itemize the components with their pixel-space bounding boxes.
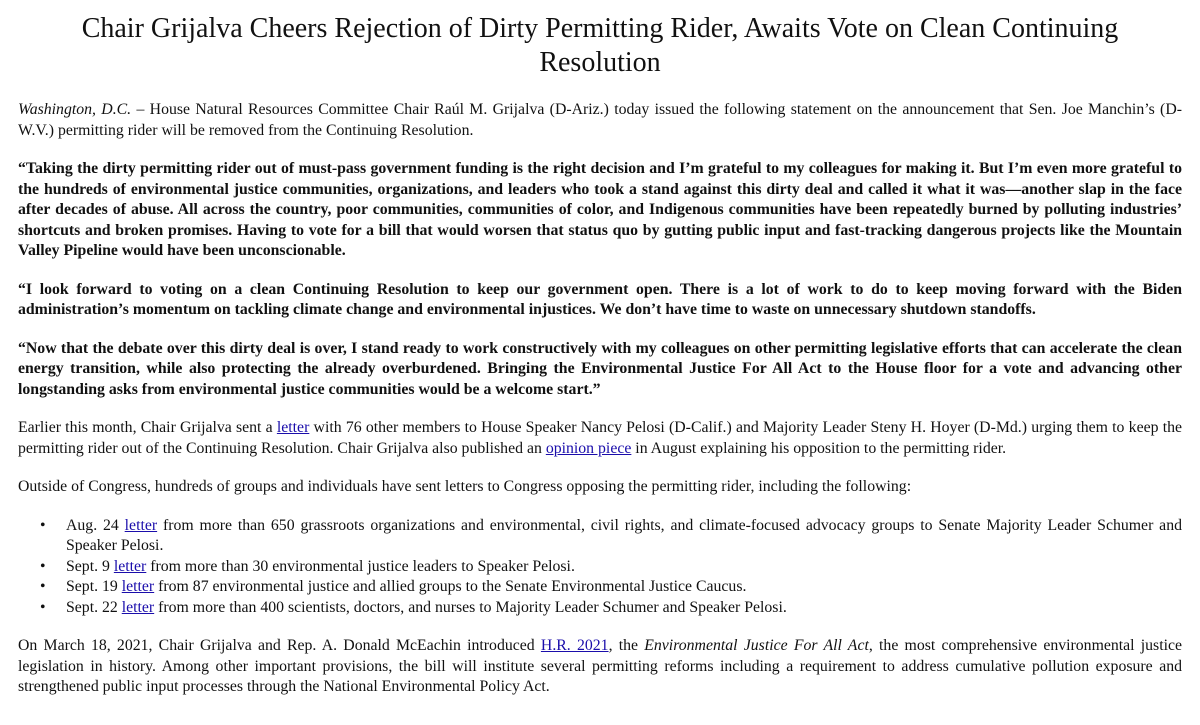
quote-paragraph-3: “Now that the debate over this dirty deal is over, I stand ready to work constructively with my colleagues on other permitting legislative efforts that can accelerate the clean energy transition, while also protecting the already overburdened. Bringing the Environmental Justice For All Act to the House floor for a vote and advancing other longstanding asks from environmental justice communities would be a welcome start.” bbox=[18, 339, 1182, 398]
sept-9-letter-link[interactable]: letter bbox=[113, 557, 147, 575]
earlier-paragraph bbox=[18, 418, 1182, 459]
grijalva-letter-link[interactable]: letter bbox=[276, 419, 310, 436]
earlier-text-1: Earlier this month, Chair Grijalva sent a bbox=[18, 419, 277, 436]
sept-19-letter-link[interactable]: letter bbox=[121, 578, 155, 595]
letters-list bbox=[18, 516, 1182, 619]
hr-2021-link[interactable]: H.R. 2021 bbox=[540, 637, 609, 654]
letter-date: Aug. 24 bbox=[66, 516, 125, 534]
letter-date: Sept. 22 bbox=[66, 598, 122, 616]
bullet-icon: • bbox=[40, 557, 46, 575]
letter-description: from more than 650 grassroots organizations and environmental, civil rights, and climate-focused advocacy groups to Senate Majority Leader Schumer and Speaker Pelosi. bbox=[66, 516, 1182, 554]
list-item bbox=[40, 577, 1182, 598]
list-item bbox=[40, 516, 1182, 557]
closing-text-3: , the most comprehensive environmental justice legislation in history. Among other important provisions, the bill will institute several permitting reforms including a requirement to address cumulative pollution exposure and strengthened public input processes through the National Environmental Policy Act. bbox=[18, 637, 1183, 695]
earlier-text-2: with 76 other members to House Speaker Nancy Pelosi (D-Calif.) and Majority Leader Steny H. Hoyer (D-Md.) urging them to keep the permitting rider out of the Continuing Resolution. Chair Grijalva also published an bbox=[18, 419, 1182, 457]
bullet-icon: • bbox=[40, 578, 46, 595]
quote-paragraph-1: “Taking the dirty permitting rider out of must-pass government funding is the right decision and I’m grateful to my colleagues for making it. But I’m even more grateful to the hundreds of environmental justice communities, organizations, and leaders who took a stand against this dirty deal and called it what it was—another slap in the face after decades of abuse. All across the country, poor communities, communities of color, and Indigenous communities have been repeatedly burned by polluting industries’ shortcuts and broken promises. Having to vote for a bill that would worsen that status quo by gutting public input and fast-tracking dangerous projects like the Mountain Valley Pipeline would have been unconscionable. bbox=[18, 160, 1182, 259]
letter-description: from 87 environmental justice and allied groups to the Senate Environmental Justice Caucus. bbox=[154, 578, 747, 595]
list-item bbox=[40, 598, 1182, 619]
closing-text-1: On March 18, 2021, Chair Grijalva and Rep. A. Donald McEachin introduced bbox=[18, 637, 541, 654]
intro-text: – House Natural Resources Committee Chair Raúl M. Grijalva (D-Ariz.) today issued the following statement on the announcement that Sen. Joe Manchin’s (D-W.V.) permitting rider will be removed from the Continuing Resolution. bbox=[18, 101, 1182, 139]
aug-24-letter-link[interactable]: letter bbox=[124, 516, 158, 534]
page-title: Chair Grijalva Cheers Rejection of Dirty Permitting Rider, Awaits Vote on Clean Continuing Resolution bbox=[81, 13, 1119, 78]
closing-paragraph bbox=[18, 636, 1182, 698]
letter-description: from more than 400 scientists, doctors, and nurses to Majority Leader Schumer and Speaker Pelosi. bbox=[154, 598, 787, 616]
intro-paragraph bbox=[18, 100, 1182, 141]
list-item bbox=[40, 557, 1182, 578]
outside-paragraph: Outside of Congress, hundreds of groups and individuals have sent letters to Congress opposing the permitting rider, including the following: bbox=[18, 478, 912, 495]
dateline: Washington, D.C. bbox=[18, 101, 132, 118]
quote-paragraph-2: “I look forward to voting on a clean Continuing Resolution to keep our government open. There is a lot of work to do to keep moving forward with the Biden administration’s momentum on tackling climate change and environmental injustices. We don’t have time to waste on unnecessary shutdown standoffs. bbox=[18, 280, 1182, 318]
bullet-icon: • bbox=[40, 516, 46, 534]
sept-22-letter-link[interactable]: letter bbox=[121, 598, 155, 616]
letter-date: Sept. 19 bbox=[66, 578, 122, 595]
act-name: Environmental Justice For All Act bbox=[644, 637, 869, 654]
closing-text-2: , the bbox=[608, 637, 645, 654]
earlier-text-3: in August explaining his opposition to the permitting rider. bbox=[631, 439, 1007, 457]
letter-date: Sept. 9 bbox=[66, 557, 114, 575]
opinion-piece-link[interactable]: opinion piece bbox=[545, 439, 632, 457]
bullet-icon: • bbox=[40, 598, 46, 616]
letter-description: from more than 30 environmental justice leaders to Speaker Pelosi. bbox=[146, 557, 575, 575]
